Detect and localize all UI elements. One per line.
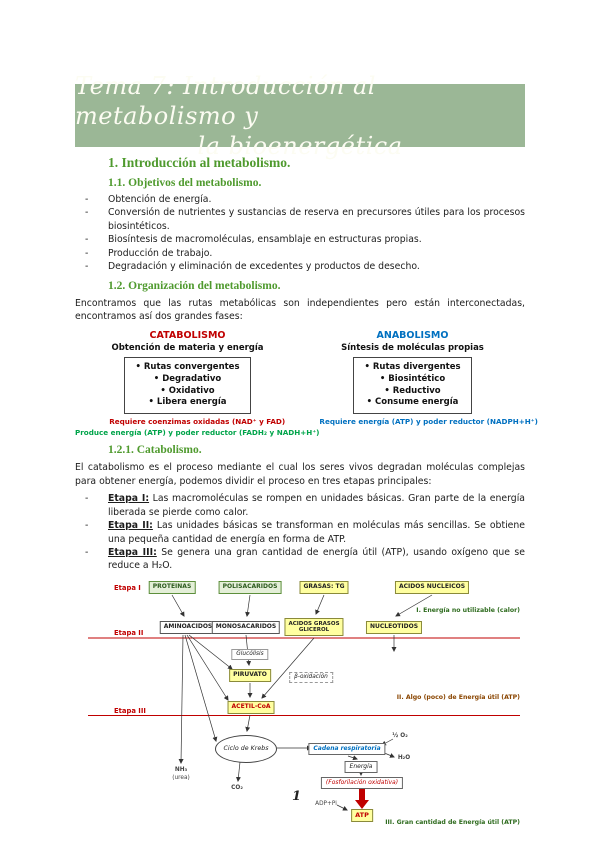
list-item <box>85 519 525 546</box>
anabolismo-item: • Biosintético <box>379 373 446 384</box>
list-item-text: Conversión de nutrientes y sustancias de reserva en precursores útiles para los procesos biosintéticos. <box>108 207 525 232</box>
glicerol-label: GLICEROL <box>298 626 330 633</box>
h2o-label: H₂O <box>397 754 411 761</box>
monosacaridos-box: MONOSACARIDOS <box>212 621 280 634</box>
note-text: Requiere energía (ATP) y poder reductor <box>319 417 487 427</box>
list-item <box>85 247 525 260</box>
nucleotidos-box: NUCLEOTIDOS <box>366 621 422 634</box>
list-item <box>85 193 525 206</box>
etapa-2-text: Las unidades básicas se transforman en moléculas más sencillas. Se obtiene una pequeña cantidad de energía en forma de ATP. <box>108 520 526 545</box>
note-bold: (NADPH+H⁺) <box>486 417 538 427</box>
dash-bullet <box>85 492 108 519</box>
grasas-box: GRASAS: TG <box>300 581 349 594</box>
dash-bullet <box>85 233 108 246</box>
catabolismo-note-2 <box>75 428 319 438</box>
etapa-3-label: Etapa III: <box>108 547 157 558</box>
list-item <box>85 492 525 519</box>
acetil-coa-box: ACETIL-CoA <box>228 701 275 714</box>
section-heading-1-2: 1.2. Organización del metabolismo. <box>108 279 281 292</box>
etapa-1 <box>108 492 525 519</box>
dash-bullet <box>85 546 108 573</box>
title-banner <box>75 71 525 160</box>
list-item-text: Degradación y eliminación de excedentes y productos de desecho. <box>108 261 420 273</box>
note-bold: (FADH₂ y NADH+H⁺) <box>238 427 320 437</box>
dash-bullet <box>85 519 108 546</box>
catabolism-diagram <box>88 579 520 831</box>
title-line-1: Tema 7: Introducción al metabolismo y <box>75 71 376 130</box>
acidos-grasos-box <box>284 618 343 636</box>
etapa-3-text: Se genera una gran cantidad de energía útil (ATP), usando oxígeno que se reduce a H₂O. <box>108 547 525 572</box>
list-item <box>85 546 525 573</box>
etapa-2-label: Etapa II: <box>108 520 153 532</box>
catabolismo-item: • Libera energía <box>148 397 227 408</box>
section-heading-1: 1. Introducción al metabolismo. <box>108 155 291 170</box>
acidos-nucleicos-box: ACIDOS NUCLEICOS <box>395 581 469 594</box>
energy-note-2: II. Algo (poco) de Energía útil (ATP) <box>396 693 520 701</box>
stage-label-1: Etapa I <box>114 583 141 592</box>
note-text: Produce energía (ATP) y poder reductor <box>75 427 239 437</box>
anabolismo-title: ANABOLISMO <box>376 329 449 341</box>
catabolismo-intro: El catabolismo es el proceso mediante el cual los seres vivos degradan moléculas complejas para obtener energía, podemos dividir el proceso en tres etapas principales: <box>75 462 525 487</box>
catabolismo-note-1 <box>75 417 319 427</box>
anabolismo-item: • Rutas divergentes <box>364 361 461 372</box>
section-heading-1-1: 1.1. Objetivos del metabolismo. <box>108 177 262 189</box>
note-text: Requiere coenzimas oxidadas <box>109 417 232 427</box>
catabolismo-notes <box>75 417 319 438</box>
co2-label: CO₂ <box>231 784 243 791</box>
atp-box: ATP <box>351 809 373 822</box>
list-item-text: Producción de trabajo. <box>108 247 213 259</box>
krebs-cycle-ellipse: Ciclo de Krebs <box>215 735 277 763</box>
fases-comparison <box>75 330 525 415</box>
catabolismo-title: CATABOLISMO <box>149 329 226 341</box>
anabolismo-note-1 <box>319 417 537 427</box>
o2-label: ½ O₂ <box>392 732 408 739</box>
etapas-list <box>75 492 525 573</box>
catabolismo-subtitle: Obtención de materia y energía <box>111 342 264 353</box>
list-item <box>85 206 525 233</box>
dash-bullet <box>85 193 108 206</box>
etapa-3 <box>108 546 525 573</box>
catabolismo-item: • Degradativo <box>153 373 222 384</box>
anabolismo-column <box>300 330 525 415</box>
energia-box: Energía <box>345 761 378 773</box>
dash-bullet <box>85 206 108 233</box>
catabolismo-column <box>75 330 300 415</box>
adp-pi-label: ADP+Pi <box>315 800 337 807</box>
polisacaridos-box: POLISACARIDOS <box>219 581 282 594</box>
nh3-label: NH₃ <box>174 766 188 773</box>
list-item-text: Biosíntesis de macromoléculas, ensamblaje en estructuras propias. <box>108 234 422 246</box>
etapa-1-text: Las macromoléculas se rompen en unidades básicas. Gran parte de la energía liberada se pierde como calor. <box>108 493 525 518</box>
acidos-grasos-label: ACIDOS GRASOS <box>288 620 340 627</box>
energy-note-1: I. Energía no utilizable (calor) <box>416 606 520 614</box>
energy-note-3: III. Gran cantidad de Energía útil (ATP) <box>385 818 520 826</box>
catabolismo-item: • Oxidativo <box>160 385 215 396</box>
section-heading-1-2-1: 1.2.1. Catabolismo. <box>108 444 202 457</box>
anabolismo-item: • Reductivo <box>384 385 441 396</box>
stage-label-3: Etapa III <box>114 706 146 715</box>
objetivos-list <box>75 193 525 274</box>
anabolismo-subtitle: Síntesis de moléculas propias <box>341 342 484 353</box>
stage-label-2: Etapa II <box>114 628 144 637</box>
list-item <box>85 233 525 246</box>
red-atp-arrow <box>355 789 369 809</box>
etapa-2 <box>108 519 525 546</box>
organizacion-intro: Encontramos que las rutas metabólicas son independientes pero están interconectadas, encontramos así dos grandes fases: <box>75 297 525 323</box>
title-line-2: la bioenergética <box>197 131 403 160</box>
cadena-respiratoria-box: Cadena respiratoria <box>308 743 385 755</box>
anabolismo-item: • Consume energía <box>366 397 459 408</box>
beta-oxidacion-label: β-oxidación <box>289 672 333 683</box>
aminoacidos-box: AMINOACIDOS <box>160 621 217 634</box>
catabolismo-item: • Rutas convergentes <box>135 361 240 372</box>
dash-bullet <box>85 260 108 273</box>
piruvato-box: PIRUVATO <box>229 669 271 682</box>
fases-notes <box>75 417 538 438</box>
dash-bullet <box>85 247 108 260</box>
list-item-text: Obtención de energía. <box>108 194 212 205</box>
page-content <box>75 155 538 831</box>
list-item <box>85 260 525 273</box>
etapa-1-label: Etapa I: <box>108 493 150 505</box>
diagram-arrows <box>88 579 520 831</box>
note-bold: (NAD⁺ y FAD) <box>231 417 286 427</box>
anabolismo-notes <box>319 417 537 427</box>
urea-label: (urea) <box>172 774 190 781</box>
fosforilacion-box: (Fosforilación oxidativa) <box>321 777 403 789</box>
catabolismo-box <box>124 357 250 415</box>
anabolismo-box <box>353 357 471 415</box>
proteinas-box: PROTEINAS <box>149 581 196 594</box>
page-number: 1 <box>292 789 302 804</box>
glucolisis-label: Glucólisis <box>231 649 268 660</box>
